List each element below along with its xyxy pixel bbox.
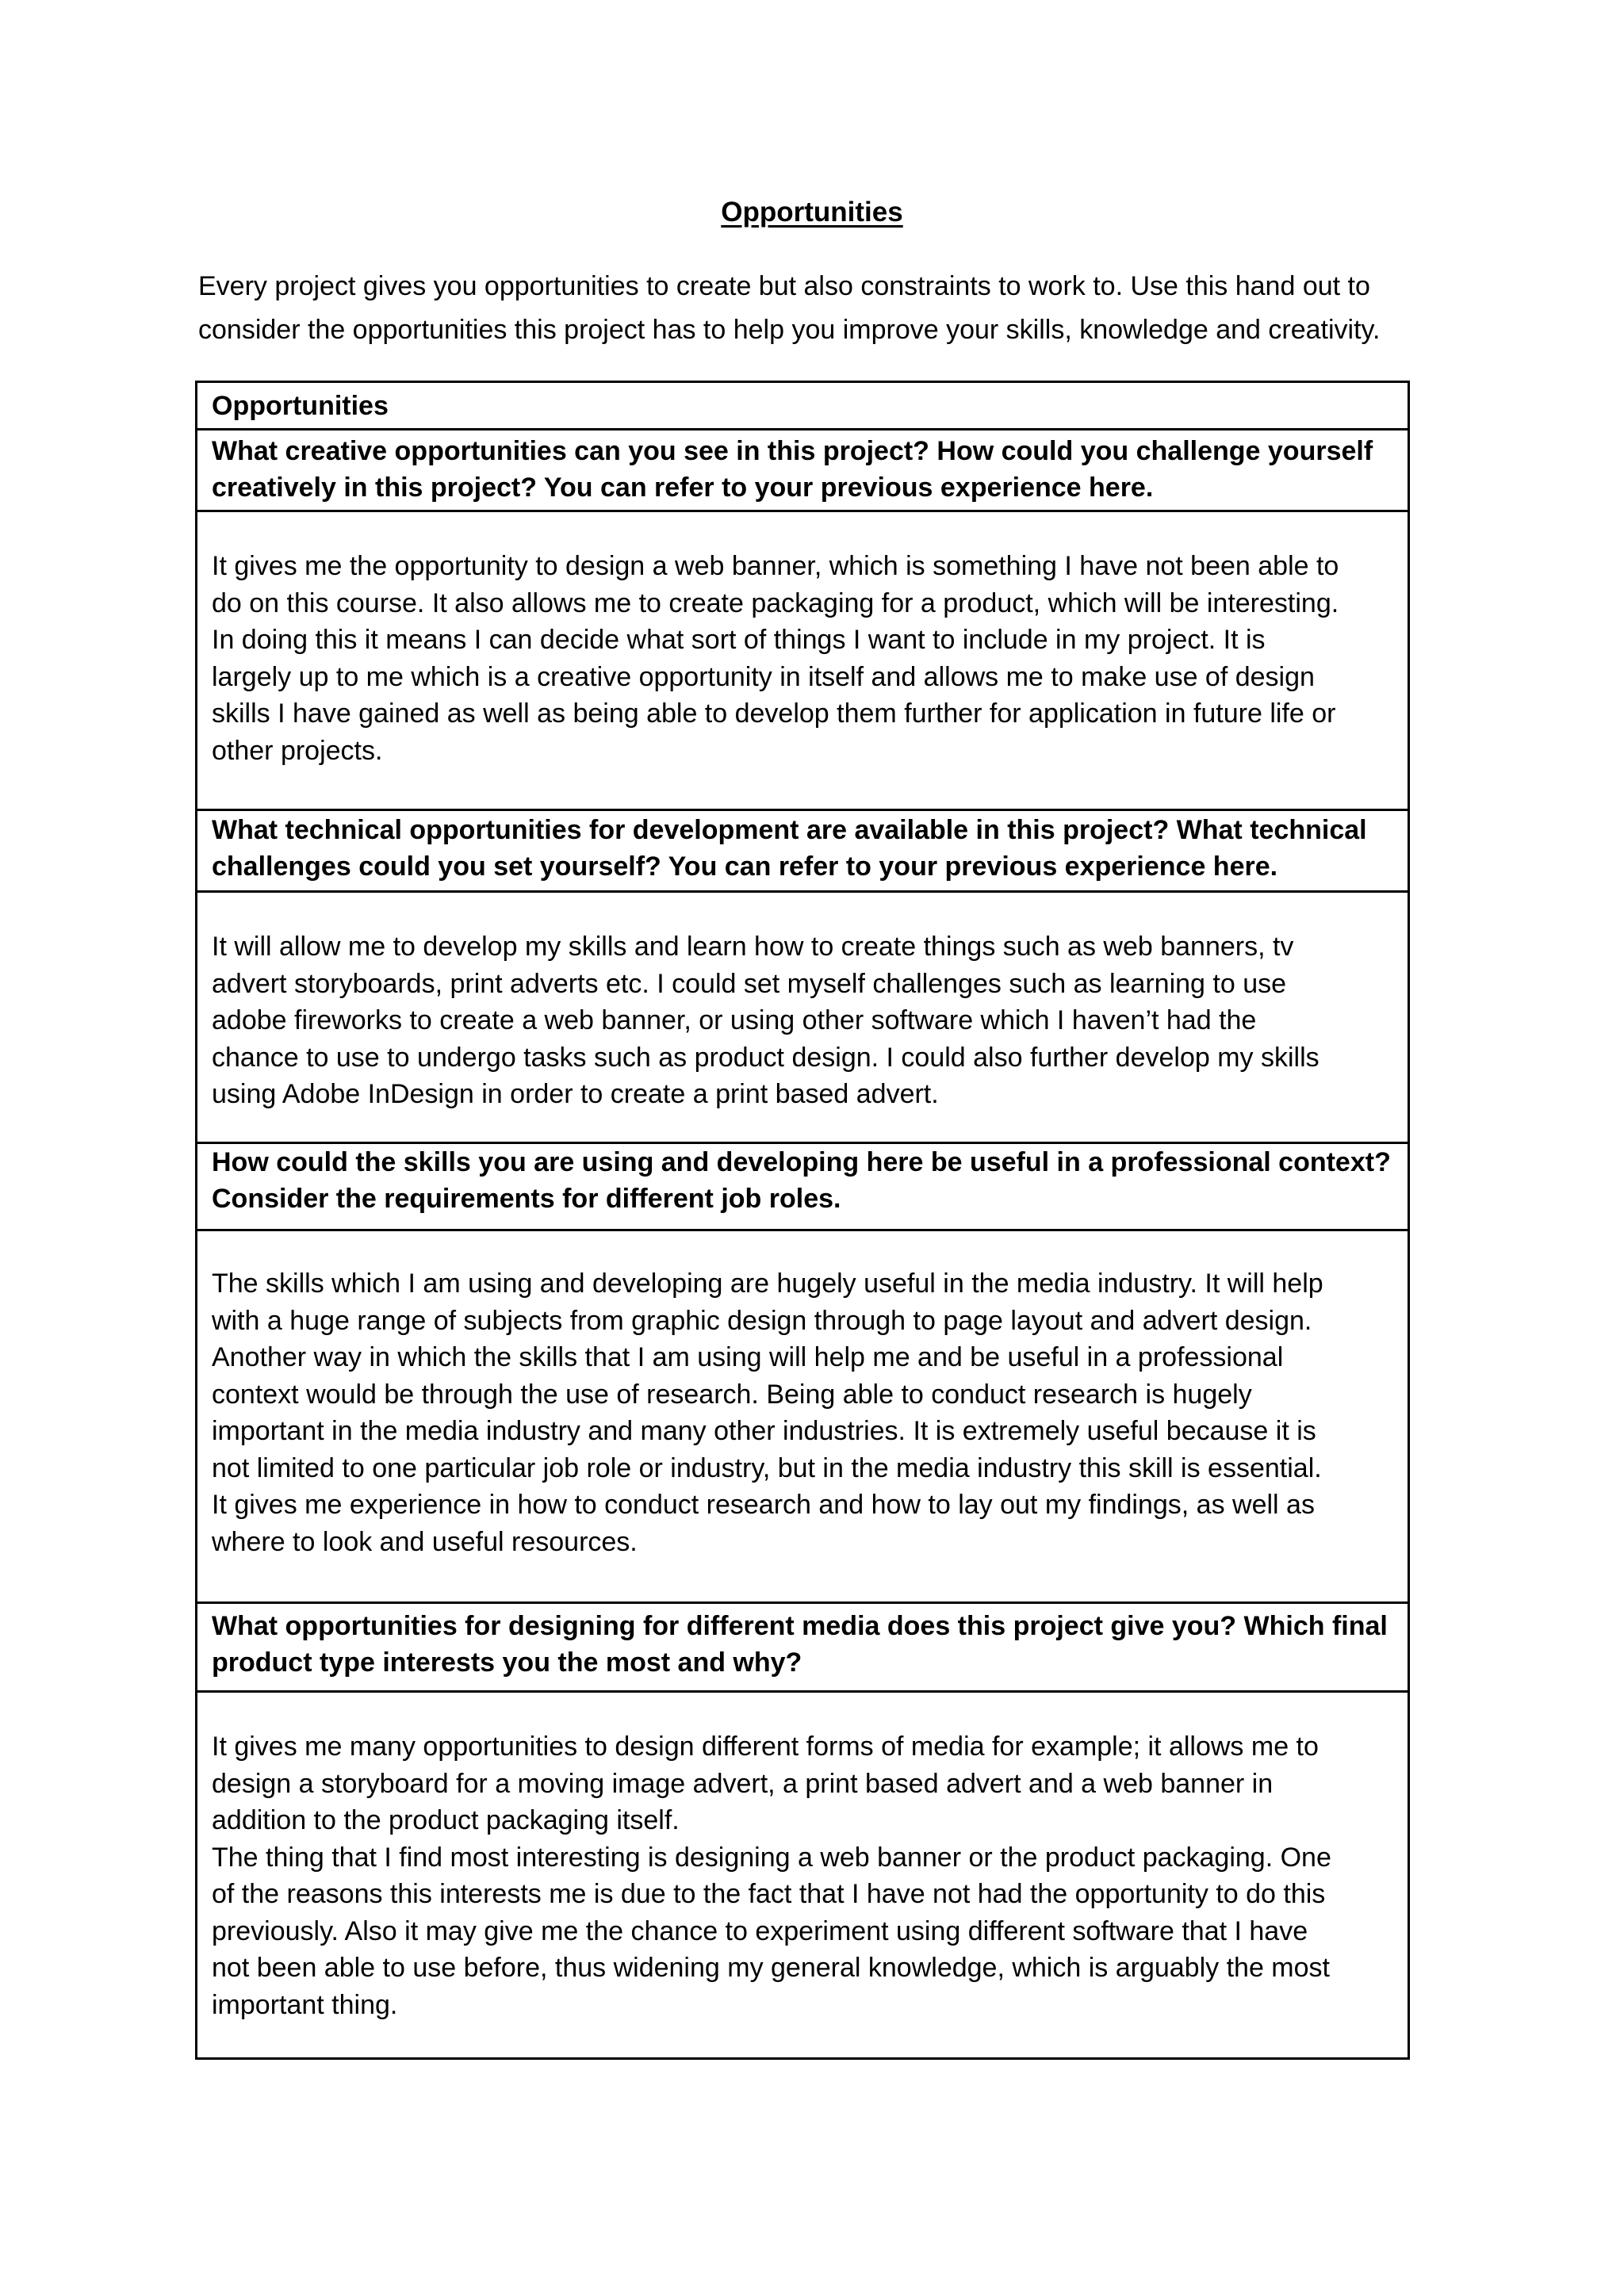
technical-question (197, 811, 1408, 885)
question-line: creatively in this project? You can refer to your previous experience here. (212, 473, 1154, 503)
technical-question-row (197, 811, 1408, 893)
media-answer-row (197, 1693, 1408, 2057)
technical-answer (197, 893, 1408, 1113)
question-line: What creative opportunities can you see in this project? How could you challenge yourself (212, 436, 1373, 466)
answer-line: advert storyboards, print adverts etc. I could set myself challenges such as learning to use (212, 968, 1287, 999)
media-question-row (197, 1604, 1408, 1693)
answer-line: previously. Also it may give me the chance to experiment using different software that I have (212, 1915, 1308, 1946)
professional-answer-row (197, 1231, 1408, 1604)
question-line: challenges could you set yourself? You can refer to your previous experience here. (212, 851, 1278, 882)
question-line: What opportunities for designing for different media does this project give you? Which final (212, 1611, 1388, 1641)
professional-question (197, 1144, 1408, 1217)
answer-line: In doing this it means I can decide what sort of things I want to include in my project. It is (212, 625, 1266, 655)
answer-line: important in the media industry and many other industries. It is extremely useful because it is (212, 1416, 1316, 1446)
answer-line: using Adobe InDesign in order to create a print based advert. (212, 1079, 939, 1109)
answer-line: design a storyboard for a moving image advert, a print based advert and a web banner in (212, 1768, 1274, 1799)
question-line: How could the skills you are using and developing here be useful in a professional context? (212, 1147, 1391, 1177)
creative-question (197, 430, 1408, 506)
answer-line: largely up to me which is a creative opportunity in itself and allows me to make use of design (212, 661, 1315, 692)
answer-line: It gives me many opportunities to design different forms of media for example; it allows me to (212, 1732, 1319, 1762)
question-line: product type interests you the most and why? (212, 1647, 802, 1678)
professional-answer (197, 1231, 1408, 1560)
answer-line: It gives me experience in how to conduct research and how to lay out my findings, as well as (212, 1490, 1315, 1520)
creative-question-row (197, 430, 1408, 512)
answer-line: skills I have gained as well as being able to develop them further for application in future life or (212, 698, 1336, 729)
technical-answer-row (197, 893, 1408, 1144)
answer-line: do on this course. It also allows me to create packaging for a product, which will be interesting. (212, 587, 1339, 618)
answer-line: with a huge range of subjects from graphic design through to page layout and advert design. (212, 1305, 1312, 1336)
answer-line: not limited to one particular job role or industry, but in the media industry this skill is essential. (212, 1452, 1322, 1483)
question-line: Consider the requirements for different job roles. (212, 1184, 841, 1214)
answer-line: The skills which I am using and developing are hugely useful in the media industry. It will help (212, 1269, 1323, 1299)
professional-question-row (197, 1144, 1408, 1231)
answer-line: addition to the product packaging itself. (212, 1805, 680, 1835)
creative-answer-row (197, 512, 1408, 811)
answer-line: adobe fireworks to create a web banner, or using other software which I haven’t had the (212, 1005, 1257, 1035)
table-header: Opportunities (212, 391, 389, 421)
answer-line: other projects. (212, 735, 383, 766)
intro-paragraph (198, 265, 1467, 352)
table-header-row (197, 383, 1408, 430)
intro-line: consider the opportunities this project has to help you improve your skills, knowledge and creativity. (198, 315, 1381, 345)
media-answer (197, 1693, 1408, 2023)
opportunities-table (195, 381, 1410, 2060)
media-question (197, 1604, 1408, 1681)
answer-line: important thing. (212, 1989, 398, 2020)
answer-line: It will allow me to develop my skills and learn how to create things such as web banners, tv (212, 932, 1294, 962)
page-title: Opportunities (721, 197, 903, 228)
answer-line: The thing that I find most interesting is designing a web banner or the product packaging. One (212, 1842, 1331, 1873)
answer-line: context would be through the use of research. Being able to conduct research is hugely (212, 1379, 1252, 1410)
answer-line: It gives me the opportunity to design a web banner, which is something I have not been able to (212, 551, 1339, 581)
answer-line: chance to use to undergo tasks such as product design. I could also further develop my skills (212, 1042, 1320, 1073)
question-line: What technical opportunities for development are available in this project? What technical (212, 815, 1367, 845)
answer-line: of the reasons this interests me is due to the fact that I have not had the opportunity to do this (212, 1879, 1326, 1909)
creative-answer (197, 512, 1408, 769)
intro-line: Every project gives you opportunities to create but also constraints to work to. Use this hand out to (198, 271, 1370, 301)
answer-line: Another way in which the skills that I am using will help me and be useful in a professional (212, 1342, 1284, 1372)
answer-line: where to look and useful resources. (212, 1526, 638, 1557)
answer-line: not been able to use before, thus widening my general knowledge, which is arguably the most (212, 1953, 1330, 1983)
